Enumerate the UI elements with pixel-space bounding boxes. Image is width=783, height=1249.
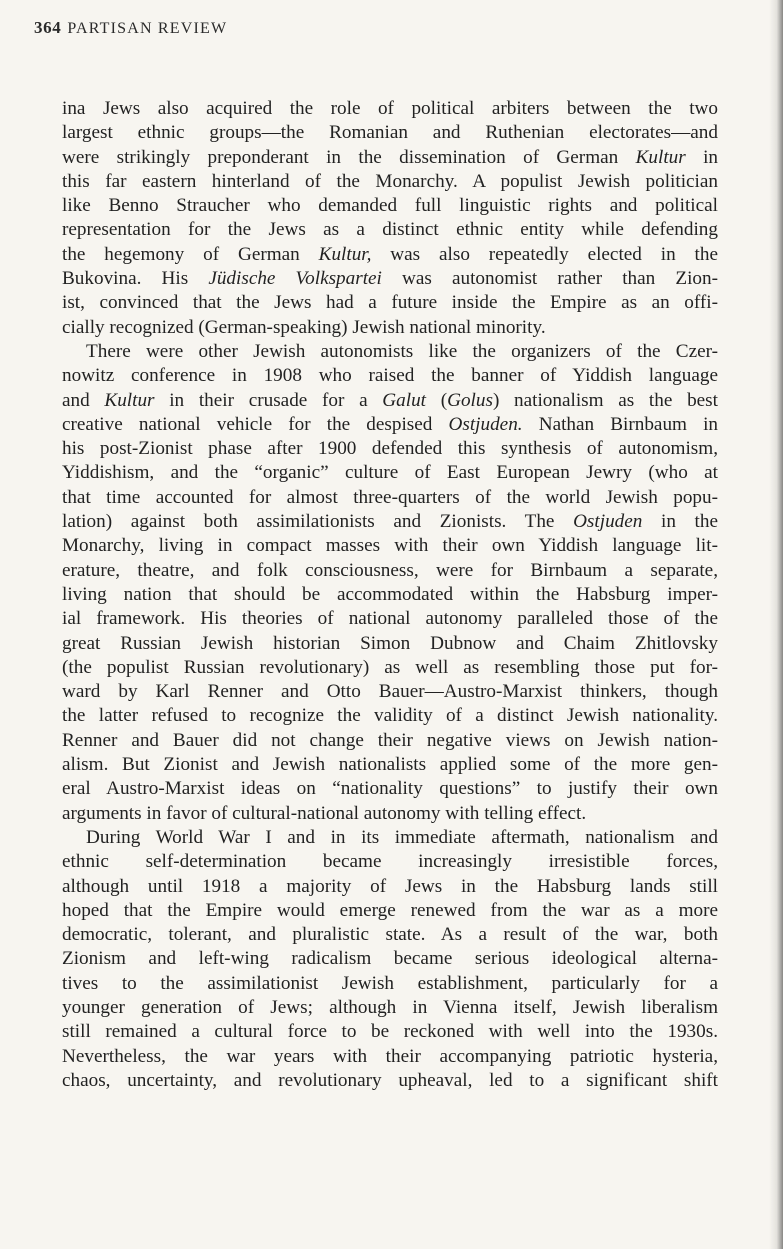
text-segment: that time accounted for almost three-quarters of the world Jewish popu-	[62, 486, 718, 508]
text-segment: eral Austro-Marxist ideas on “nationality questions” to justify their own	[62, 778, 718, 800]
text-segment: Zionism and left-wing radicalism became serious ideological alterna-	[62, 948, 718, 970]
text-segment: ward by Karl Renner and Otto Bauer—Austro-Marxist thinkers, though	[62, 681, 718, 703]
text-segment: ial framework. His theories of national autonomy paralleled those of the	[62, 608, 718, 630]
text-segment: were strikingly preponderant in the dissemination of German	[62, 146, 636, 168]
text-line	[62, 656, 718, 680]
text-segment: During World War I and in its immediate aftermath, nationalism and	[86, 826, 718, 848]
text-line	[62, 1045, 718, 1069]
text-line	[62, 291, 718, 315]
text-line	[62, 680, 718, 704]
running-header	[34, 18, 227, 38]
text-segment: in their crusade for a	[154, 389, 383, 411]
body-text	[62, 97, 718, 1093]
text-segment: representation for the Jews as a distinct ethnic entity while defending	[62, 219, 718, 241]
text-segment: alism. But Zionist and Jewish nationalists applied some of the more gen-	[62, 754, 718, 776]
text-line	[62, 461, 718, 485]
text-segment: hoped that the Empire would emerge renewed from the war as a more	[62, 899, 718, 921]
text-segment: in	[685, 146, 718, 168]
text-segment: the latter refused to recognize the validity of a distinct Jewish nationality.	[62, 705, 718, 727]
text-segment: and	[62, 389, 105, 411]
text-segment: Monarchy, living in compact masses with their own Yiddish language lit-	[62, 535, 718, 557]
text-segment: ist, convinced that the Jews had a future inside the Empire as an offi-	[62, 292, 718, 314]
text-line	[62, 972, 718, 996]
text-line	[62, 802, 718, 826]
text-segment: this far eastern hinterland of the Monarchy. A populist Jewish politician	[62, 170, 718, 192]
text-line	[62, 146, 718, 170]
text-line	[62, 923, 718, 947]
text-line	[62, 267, 718, 291]
text-line	[62, 194, 718, 218]
text-line	[62, 316, 718, 340]
text-segment: largest ethnic groups—the Romanian and Ruthenian electorates—and	[62, 122, 718, 144]
text-segment: (the populist Russian revolutionary) as well as resembling those put for-	[62, 656, 718, 678]
text-line	[62, 583, 718, 607]
text-line	[62, 243, 718, 267]
text-line	[62, 947, 718, 971]
text-segment: ethnic self-determination became increasingly irresistible forces,	[62, 851, 718, 873]
page-edge-shadow	[769, 0, 783, 1249]
text-line	[62, 777, 718, 801]
text-line	[62, 486, 718, 510]
text-line	[62, 1069, 718, 1093]
italic-term: Jüdische Volkspartei	[208, 268, 382, 290]
text-line	[62, 850, 718, 874]
text-segment: Yiddishism, and the “organic” culture of East European Jewry (who at	[62, 462, 718, 484]
italic-term: Kultur,	[318, 243, 372, 265]
text-segment: although until 1918 a majority of Jews in the Habsburg lands still	[62, 875, 718, 897]
text-segment: ina Jews also acquired the role of political arbiters between the two	[62, 98, 718, 119]
text-line	[62, 121, 718, 145]
text-segment: living nation that should be accommodated within the Habsburg imper-	[62, 583, 718, 605]
text-line	[62, 170, 718, 194]
text-line	[62, 340, 718, 364]
text-segment: was also repeatedly elected in the	[371, 243, 718, 265]
text-segment: There were other Jewish autonomists like the organizers of the Czer-	[86, 340, 718, 362]
text-segment: arguments in favor of cultural-national autonomy with telling effect.	[62, 802, 587, 824]
text-line	[62, 899, 718, 923]
text-line	[62, 704, 718, 728]
text-line	[62, 729, 718, 753]
text-segment: ) nationalism as the best	[492, 389, 718, 411]
text-line	[62, 413, 718, 437]
italic-term: Kultur	[635, 146, 686, 168]
text-segment: (	[426, 389, 448, 411]
text-line	[62, 534, 718, 558]
italic-term: Ostjuden	[573, 511, 643, 533]
text-segment: like Benno Straucher who demanded full linguistic rights and political	[62, 195, 718, 217]
text-line	[62, 97, 718, 121]
text-segment: cially recognized (German-speaking) Jewish national minority.	[62, 316, 546, 338]
text-segment: erature, theatre, and folk consciousness, were for Birnbaum a separate,	[62, 559, 718, 581]
text-segment: Bukovina. His	[62, 268, 209, 290]
text-line	[62, 437, 718, 461]
text-segment: Renner and Bauer did not change their negative views on Jewish nation-	[62, 729, 718, 751]
text-line	[62, 389, 718, 413]
text-line	[62, 875, 718, 899]
text-segment: tives to the assimilationist Jewish establishment, particularly for a	[62, 972, 718, 994]
text-segment: lation) against both assimilationists and Zionists. The	[62, 511, 574, 533]
text-segment: creative national vehicle for the despised	[62, 413, 449, 435]
text-line	[62, 218, 718, 242]
text-line	[62, 510, 718, 534]
text-line	[62, 364, 718, 388]
text-segment: nowitz conference in 1908 who raised the banner of Yiddish language	[62, 365, 718, 387]
text-line	[62, 632, 718, 656]
text-segment: the hegemony of German	[62, 243, 319, 265]
text-segment: Nathan Birnbaum in	[522, 413, 719, 435]
italic-term: Kultur	[104, 389, 155, 411]
italic-term: Ostjuden.	[448, 413, 523, 435]
journal-title: PARTISAN REVIEW	[67, 20, 228, 37]
text-segment: great Russian Jewish historian Simon Dubnow and Chaim Zhitlovsky	[62, 632, 718, 654]
text-line	[62, 559, 718, 583]
text-segment: his post-Zionist phase after 1900 defended this synthesis of autonomism,	[62, 438, 718, 460]
text-segment: chaos, uncertainty, and revolutionary upheaval, led to a significant shift	[62, 1069, 718, 1091]
text-line	[62, 753, 718, 777]
text-line	[62, 607, 718, 631]
text-segment: in the	[642, 511, 718, 533]
text-segment: younger generation of Jews; although in Vienna itself, Jewish liberalism	[62, 996, 718, 1018]
page-number: 364	[34, 18, 62, 37]
text-line	[62, 1020, 718, 1044]
italic-term: Golus	[447, 389, 493, 411]
text-segment: still remained a cultural force to be reckoned with well into the 1930s.	[62, 1021, 718, 1043]
text-segment: Nevertheless, the war years with their accompanying patriotic hysteria,	[62, 1045, 718, 1067]
text-line	[62, 996, 718, 1020]
italic-term: Galut	[382, 389, 426, 411]
text-segment: was autonomist rather than Zion-	[381, 268, 719, 290]
text-line	[62, 826, 718, 850]
text-segment: democratic, tolerant, and pluralistic state. As a result of the war, both	[62, 924, 718, 946]
